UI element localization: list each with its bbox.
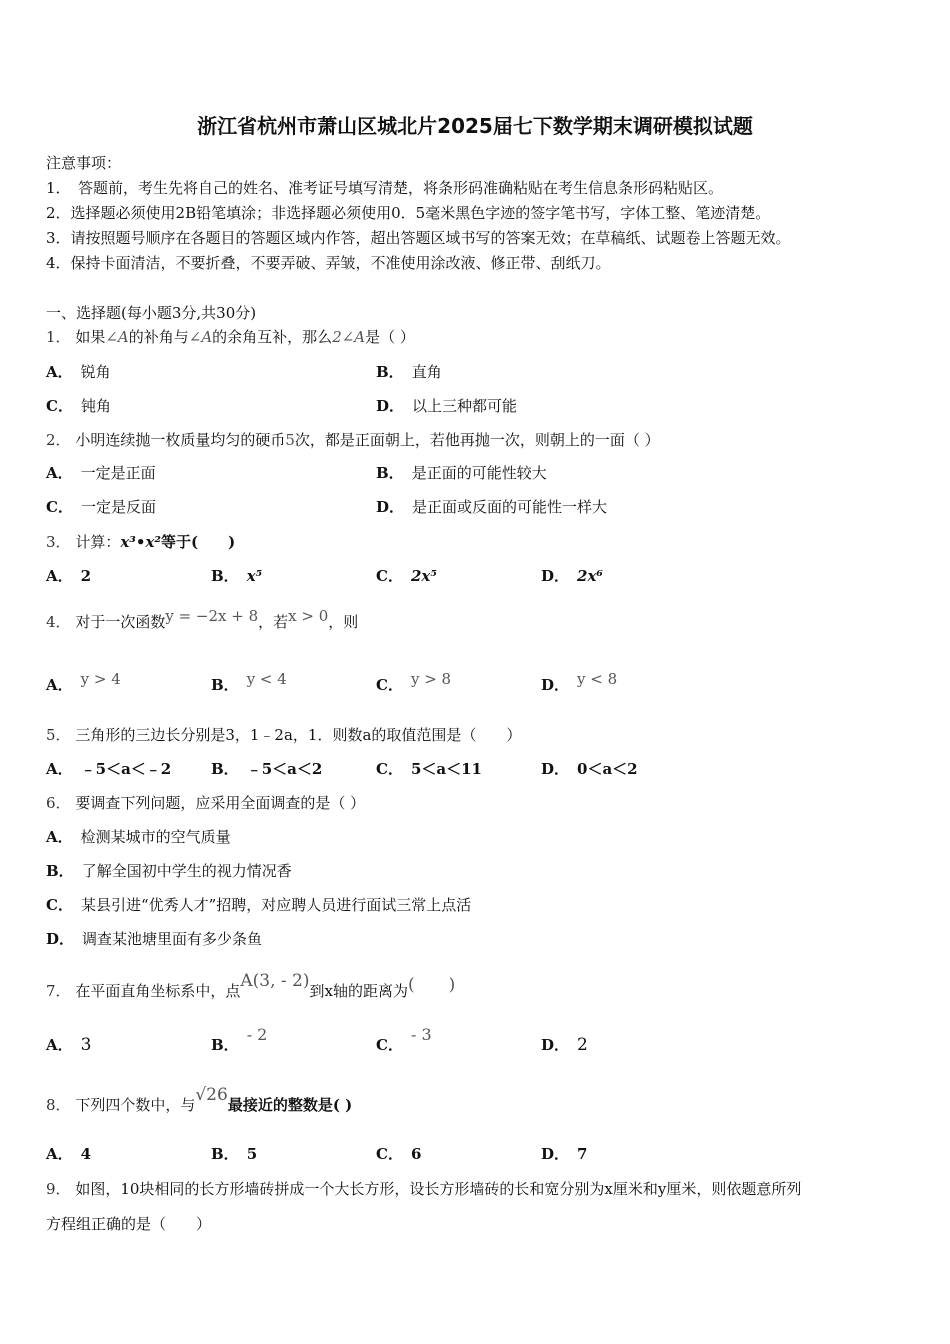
notice-item-4: 4．保持卡面清洁，不要折叠，不要弄破、弄皱，不准使用涂改液、修正带、刮纸刀。 xyxy=(46,254,611,272)
q2-option-d[interactable]: D． 是正面或反面的可能性一样大 xyxy=(376,498,608,516)
math-expr: y = −2x + 8 xyxy=(165,607,259,625)
q3-option-b[interactable]: B． x⁵ xyxy=(211,567,263,585)
question-4: 4． 对于一次函数y = −2x + 8，若x > 0，则 xyxy=(46,607,359,631)
question-7: 7． 在平面直角坐标系中，点A(3, - 2)到x轴的距离为( ) xyxy=(46,971,456,1000)
math-expr: ∠A xyxy=(105,328,129,346)
q5-option-d[interactable]: D． 0＜a＜2 xyxy=(541,760,638,778)
question-number: 6． xyxy=(46,794,71,812)
page-title: 浙江省杭州市萧山区城北片2025届七下数学期末调研模拟试题 xyxy=(197,114,753,138)
math-expr: x > 0 xyxy=(288,607,329,625)
question-number: 1． xyxy=(46,328,71,346)
q6-option-c[interactable]: C． 某县引进“优秀人才”招聘，对应聘人员进行面试三常上点活 xyxy=(46,896,472,914)
q4-option-d[interactable]: D． y < 8 xyxy=(541,670,618,694)
question-5: 5． 三角形的三边长分别是3，1﹣2a，1．则数a的取值范围是（ ） xyxy=(46,726,522,744)
notice-item-1: 1． 答题前，考生先将自己的姓名、准考证号填写清楚，将条形码准确粘贴在考生信息条形码粘贴区。 xyxy=(46,179,724,197)
q1-option-c[interactable]: C． 钝角 xyxy=(46,397,111,415)
q2-option-b[interactable]: B． 是正面的可能性较大 xyxy=(376,464,547,482)
notice-item-2: 2．选择题必须使用2B铅笔填涂；非选择题必须使用0．5毫米黑色字迹的签字笔书写，字体工整、笔迹清楚。 xyxy=(46,204,771,222)
q7-option-a[interactable]: A． 3 xyxy=(46,1035,92,1055)
question-6: 6． 要调查下列问题，应采用全面调查的是（ ） xyxy=(46,794,366,812)
q4-option-b[interactable]: B． y < 4 xyxy=(211,670,287,694)
math-expr: A(3, - 2) xyxy=(240,971,310,991)
q1-option-a[interactable]: A． 锐角 xyxy=(46,363,111,381)
q6-option-b[interactable]: B． 了解全国初中学生的视力情况香 xyxy=(46,862,292,880)
math-expr: √26 xyxy=(195,1085,228,1105)
question-number: 4． xyxy=(46,613,71,631)
notice-item-3: 3．请按照题号顺序在各题目的答题区域内作答，超出答题区域书写的答案无效；在草稿纸、试题卷上答题无效。 xyxy=(46,229,791,247)
question-9: 9． 如图，10块相同的长方形墙砖拼成一个大长方形，设长方形墙砖的长和宽分别为x厘米和y厘米，则依题意所列 xyxy=(46,1180,802,1198)
question-2: 2． 小明连续抛一枚质量均匀的硬币5次，都是正面朝上，若他再抛一次，则朝上的一面（ ） xyxy=(46,431,660,449)
question-number: 3． xyxy=(46,533,71,551)
question-number: 9． xyxy=(46,1180,71,1198)
q6-option-d[interactable]: D． 调查某池塘里面有多少条鱼 xyxy=(46,930,263,948)
question-number: 7． xyxy=(46,982,71,1000)
q2-option-a[interactable]: A． 一定是正面 xyxy=(46,464,156,482)
math-expr: 2∠A xyxy=(332,328,366,346)
question-number: 5． xyxy=(46,726,71,744)
q3-option-c[interactable]: C． 2x⁵ xyxy=(376,567,437,585)
q3-option-a[interactable]: A． 2 xyxy=(46,567,92,585)
q5-option-a[interactable]: A． ﹣5＜a＜﹣2 xyxy=(46,760,172,778)
q8-option-b[interactable]: B． 5 xyxy=(211,1145,258,1163)
q1-option-d[interactable]: D． 以上三种都可能 xyxy=(376,397,518,415)
q2-option-c[interactable]: C． 一定是反面 xyxy=(46,498,156,516)
q8-option-d[interactable]: D． 7 xyxy=(541,1145,588,1163)
q7-option-b[interactable]: B．- 2 xyxy=(211,1025,268,1054)
math-expr: ∠A xyxy=(188,328,213,346)
q6-option-a[interactable]: A． 检测某城市的空气质量 xyxy=(46,828,231,846)
q5-option-c[interactable]: C． 5＜a＜11 xyxy=(376,760,482,778)
q7-option-d[interactable]: D． 2 xyxy=(541,1035,588,1055)
q1-option-b[interactable]: B． 直角 xyxy=(376,363,442,381)
question-1: 1． 如果∠A的补角与∠A的余角互补，那么2∠A是（ ） xyxy=(46,328,415,346)
question-8: 8． 下列四个数中，与√26最接近的整数是( ) xyxy=(46,1085,353,1114)
question-number: 8． xyxy=(46,1096,71,1114)
q5-option-b[interactable]: B． ﹣5＜a＜2 xyxy=(211,760,323,778)
q8-option-c[interactable]: C． 6 xyxy=(376,1145,422,1163)
question-9-cont: 方程组正确的是（ ） xyxy=(46,1215,212,1233)
math-expr: 5 xyxy=(285,431,295,449)
q4-option-c[interactable]: C． y > 8 xyxy=(376,670,452,694)
question-3: 3． 计算：x³•x²等于( ) xyxy=(46,533,236,551)
q3-option-d[interactable]: D． 2x⁶ xyxy=(541,567,603,585)
math-expr: ( ) xyxy=(407,975,456,995)
math-expr: x³•x² xyxy=(120,533,161,551)
q8-option-a[interactable]: A． 4 xyxy=(46,1145,92,1163)
section-heading: 一、选择题(每小题3分,共30分) xyxy=(46,304,257,322)
q4-option-a[interactable]: A． y > 4 xyxy=(46,670,121,694)
notice-heading: 注意事项： xyxy=(46,154,122,172)
question-number: 2． xyxy=(46,431,71,449)
q7-option-c[interactable]: C．- 3 xyxy=(376,1025,432,1054)
